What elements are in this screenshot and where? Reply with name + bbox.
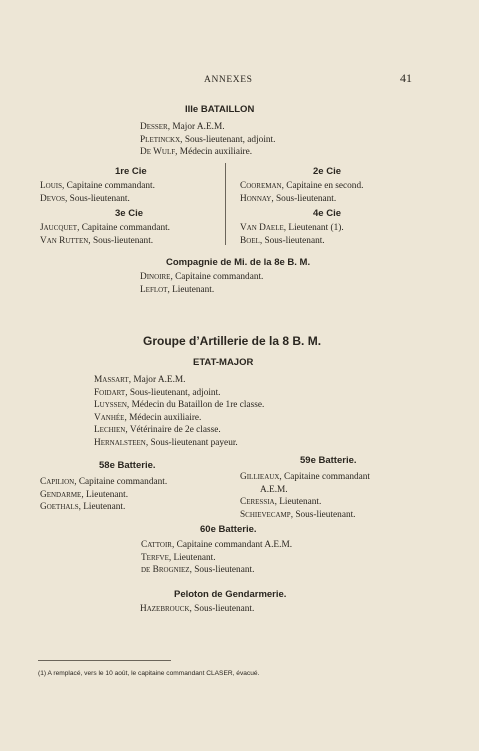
staff-line: Pletinckx, Sous-lieutenant, adjoint. (140, 134, 276, 145)
list-item: Honnay, Sous-lieutenant. (240, 193, 337, 204)
company-4-title: 4e Cie (313, 208, 341, 219)
list-item: Terfve, Lieutenant. (141, 552, 216, 563)
company-1-title: 1re Cie (115, 166, 147, 177)
list-item: Gillieaux, Capitaine commandant (240, 472, 370, 482)
list-item: Van Daele, Lieutenant (1). (240, 223, 344, 233)
list-item: Lechien, Vétérinaire de 2e classe. (94, 425, 221, 436)
page-number: 41 (400, 71, 412, 85)
battery-58-title: 58e Batterie. (99, 460, 156, 471)
company-1-list (40, 180, 155, 205)
footnote-rule (38, 660, 171, 661)
list-item: Gendarme, Lieutenant. (40, 489, 129, 500)
column-divider (225, 163, 226, 245)
company-3-list (40, 222, 170, 247)
company-2-list (240, 180, 363, 205)
staff-line: Desser, Major A.E.M. (140, 122, 225, 132)
peloton-list (140, 603, 254, 616)
battery-58-list (40, 476, 167, 514)
list-item: Leflot, Lieutenant. (140, 284, 215, 295)
artillery-title: Groupe d’Artillerie de la 8 B. M. (143, 334, 322, 348)
battery-60-list (141, 539, 292, 577)
company-2-title: 2e Cie (313, 166, 341, 177)
list-item: Luyssen, Médecin du Bataillon de 1re classe. (94, 400, 265, 411)
battery-59-list (240, 471, 370, 521)
mi-company-list (140, 271, 263, 296)
etat-major-list (94, 374, 264, 450)
list-item: Jaucquet, Capitaine commandant. (40, 223, 171, 233)
list-item: Capilion, Capitaine commandant. (40, 477, 168, 487)
list-item: Foidart, Sous-lieutenant, adjoint. (94, 387, 221, 398)
list-item: de Brogniez, Sous-lieutenant. (141, 565, 255, 576)
list-item: Devos, Sous-lieutenant. (40, 193, 130, 204)
list-item: Dinoire, Capitaine commandant. (140, 272, 264, 282)
footnote: (1) A remplacé, vers le 10 août, le capitaine commandant CLASER, évacué. (38, 670, 260, 677)
list-item: Louis, Capitaine commandant. (40, 181, 155, 191)
list-item: Boel, Sous-lieutenant. (240, 235, 325, 246)
list-item: Hazebrouck, Sous-lieutenant. (140, 604, 255, 614)
list-item: Van Rutten, Sous-lieutenant. (40, 235, 154, 246)
list-item: Schievecamp, Sous-lieutenant. (240, 509, 356, 520)
list-item: Massart, Major A.E.M. (94, 375, 186, 385)
battery-59-title: 59e Batterie. (300, 455, 357, 466)
running-title: ANNEXES (204, 75, 253, 85)
list-item: Hernalsteen, Sous-lieutenant payeur. (94, 437, 238, 448)
company-3-title: 3e Cie (115, 208, 143, 219)
company-4-list (240, 222, 344, 247)
list-item: Ceressia, Lieutenant. (240, 497, 322, 508)
peloton-title: Peloton de Gendarmerie. (174, 589, 287, 600)
list-item: Goethals, Lieutenant. (40, 502, 126, 513)
bataillon-title: IIIe BATAILLON (185, 104, 255, 115)
list-item: Cattoir, Capitaine commandant A.E.M. (141, 540, 293, 550)
list-item: A.E.M. (260, 484, 288, 495)
list-item: Vanhée, Médecin auxiliaire. (94, 412, 202, 423)
bataillon-staff (140, 121, 275, 159)
mi-company-title: Compagnie de Mi. de la 8e B. M. (166, 257, 311, 268)
staff-line: De Wulf, Médecin auxiliaire. (140, 147, 253, 158)
list-item: Cooreman, Capitaine en second. (240, 181, 364, 191)
etat-major-title: ETAT-MAJOR (193, 357, 254, 368)
battery-60-title: 60e Batterie. (200, 524, 257, 535)
